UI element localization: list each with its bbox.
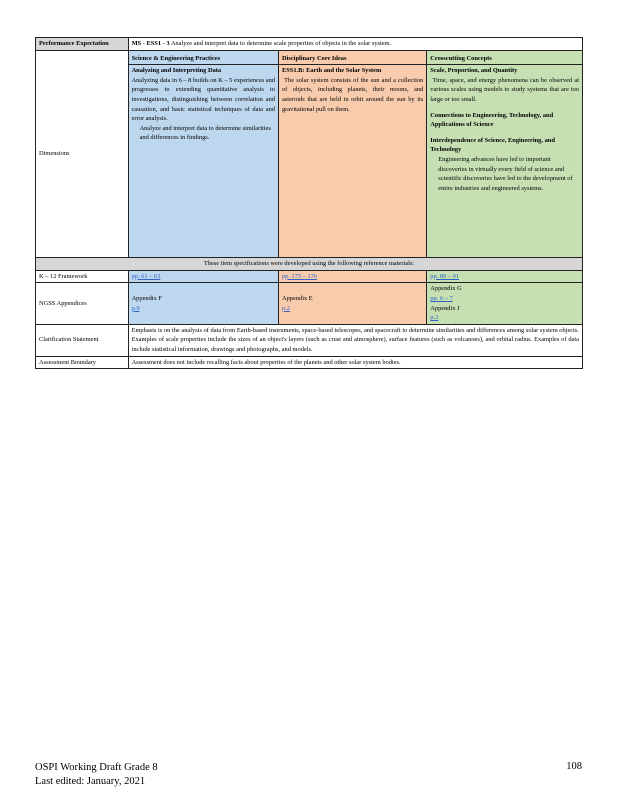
ngss-ccc-appendix-g: Appendix G (430, 285, 462, 293)
assessment-boundary-row (36, 356, 583, 369)
sep-bullet: Analyze and interpret data to determine similarities and differences in findings. (139, 124, 271, 142)
k12-framework-label: K – 12 Framework (36, 270, 129, 283)
performance-expectation-text (128, 38, 582, 51)
ngss-appendices-row (36, 283, 583, 324)
page-footer (35, 761, 158, 789)
k12-dci-link[interactable]: pp. 175 – 176 (281, 272, 318, 280)
performance-expectation-row (36, 38, 583, 51)
ngss-sep-page-link[interactable]: p.9 (131, 304, 140, 312)
clarification-statement-text (128, 324, 582, 356)
assessment-boundary-label: Assessment Boundary (36, 356, 129, 369)
ngss-ccc-cell (427, 283, 583, 324)
dci-bullet: The solar system consists of the sun and a collection of objects, including planets, their moons, and asteroids that are held in orbit around the sun by its gravitational pull on them. (281, 76, 425, 113)
k12-sep-cell (128, 270, 278, 283)
ccc-heading-connections: Connections to Engineering, Technology, and Applications of Science (430, 111, 554, 129)
ngss-dci-appendix: Appendix E (281, 295, 313, 303)
assessment-boundary-body: Assessment does not include recalling facts about properties of the planets and other solar system bodies. (131, 358, 401, 366)
ngss-sep-appendix: Appendix F (131, 295, 162, 303)
ccc-heading-scale: Scale, Proportion, and Quantity (430, 67, 518, 75)
reference-note: These item specifications were developed using the following reference materials: (36, 258, 583, 271)
ngss-ccc-appendix-j: Appendix J (430, 304, 460, 312)
item-specification-table (35, 37, 583, 369)
sep-column-header: Science & Engineering Practices (128, 50, 278, 65)
column-header-row (36, 50, 583, 65)
dci-heading: ESS1.B: Earth and the Solar System (281, 67, 382, 75)
clarification-statement-label: Clarification Statement (36, 324, 129, 356)
sep-body: Analyzing data in 6 – 8 builds on K – 5 experiences and progresses to extending quantitative analysis to investigations, distinguishing between correlation and causation, and basic statistical techniques of data and error analysis. (131, 76, 277, 123)
ngss-dci-page-link[interactable]: p.2 (281, 304, 290, 312)
clarification-statement-row (36, 324, 583, 356)
ngss-sep-cell (128, 283, 278, 324)
sep-content-cell (128, 65, 278, 258)
footer-draft-label: OSPI Working Draft Grade 8 (35, 762, 158, 773)
footer-last-edited: Last edited: January, 2021 (35, 776, 146, 788)
ngss-dci-cell (278, 283, 426, 324)
k12-ccc-cell (427, 270, 583, 283)
ccc-column-header: Crosscutting Concepts (427, 50, 583, 65)
reference-note-row (36, 258, 583, 271)
ngss-ccc-page-link[interactable]: p.3 (430, 314, 439, 322)
performance-expectation-label: Performance Expectation (36, 38, 129, 51)
dci-content-cell (278, 65, 426, 258)
page-number: 108 (566, 761, 582, 772)
ngss-ccc-pages-link[interactable]: pp. 6 – 7 (430, 295, 453, 303)
ccc-content-cell (427, 65, 583, 258)
dimensions-label: Dimensions (36, 50, 129, 258)
performance-expectation-description: Analyze and interpret data to determine scale properties of objects in the solar system. (170, 40, 392, 47)
k12-sep-link[interactable]: pp. 61 – 63 (131, 272, 161, 280)
assessment-boundary-text (128, 356, 582, 369)
ngss-appendices-label: NGSS Appendices (36, 283, 129, 324)
ccc-bullet-interdependence: Engineering advances have led to important discoveries in virtually every field of science and scientific discoveries have led to the development of entire industries and engineered systems. (438, 156, 573, 192)
performance-expectation-code: MS - ESS1 - 3 (131, 40, 170, 47)
dci-column-header: Disciplinary Core Ideas (278, 50, 426, 65)
k12-framework-row (36, 270, 583, 283)
k12-dci-cell (278, 270, 426, 283)
ccc-heading-interdependence: Interdependence of Science, Engineering, and Technology (430, 136, 555, 154)
k12-ccc-link[interactable]: pp. 89 – 91 (430, 272, 460, 280)
sep-heading: Analyzing and Interpreting Data (131, 67, 222, 75)
ccc-bullet-scale: Time, space, and energy phenomena can be observed at various scales using models to study systems that are too large or too small. (430, 76, 581, 104)
clarification-statement-body: Emphasis is on the analysis of data from Earth-based instruments, space-based telescopes, and spacecraft to determine similarities and differences among solar system objects. Examples of scale properties include the sizes of an object's layers (such as crust and atmosphere), surface features (such as volcanoes), and orbital radius. Examples of data include statistical information, drawings and photographs, and models. (131, 326, 581, 354)
